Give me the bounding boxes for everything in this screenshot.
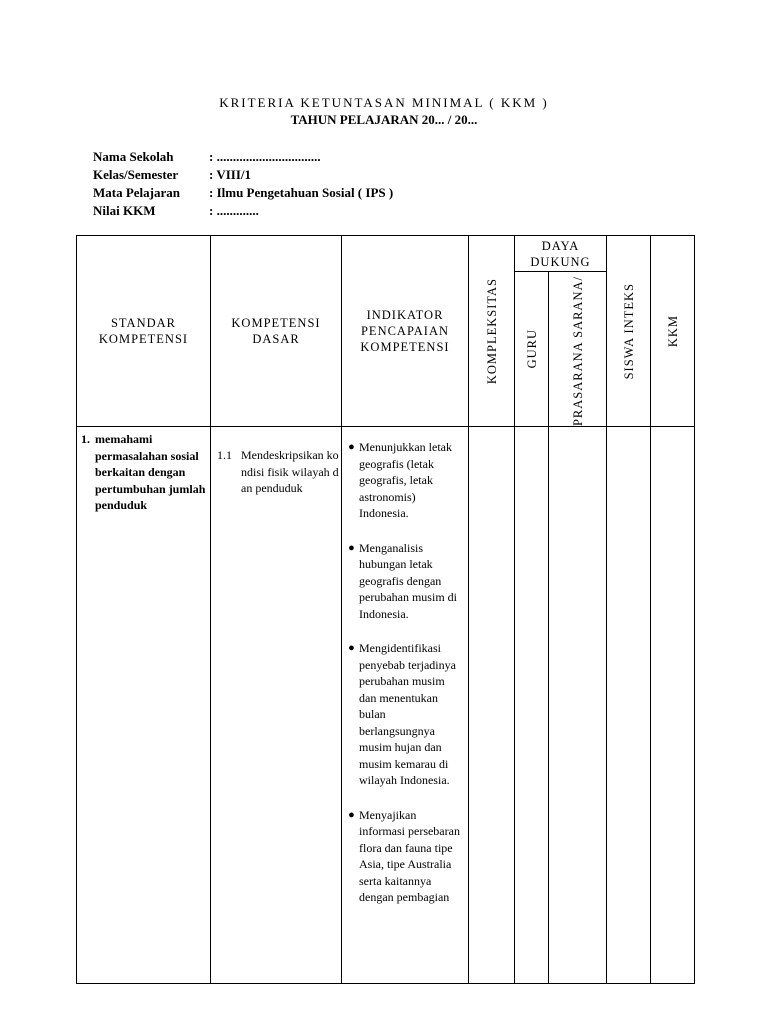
document-title: KRITERIA KETUNTASAN MINIMAL ( KKM )	[219, 95, 549, 110]
header-prasarana: PRASARANA SARANA/	[549, 272, 607, 427]
meta-label: Mata Pelajaran	[93, 185, 181, 200]
meta-value: : VIII/1	[209, 167, 252, 182]
bullet-icon: ●	[348, 808, 355, 821]
kkm-table	[76, 235, 695, 984]
header-indikator: INDIKATOR PENCAPAIAN KOMPETENSI	[342, 236, 469, 427]
indicator-item: ● Menganalisis hubungan letak geografis dengan perubahan musim di Indonesia.	[344, 540, 464, 623]
meta-label: Nilai KKM	[93, 203, 156, 218]
meta-value: : Ilmu Pengetahuan Sosial ( IPS )	[209, 185, 394, 200]
meta-row-subject	[93, 184, 393, 202]
indicator-item: ● Mengidentifikasi penyebab terjadinya perubahan musim dan menentukan bulan berlangsungnya musim hujan dan musim kemarau di wilayah Indonesia.	[344, 640, 464, 789]
meta-value: : ................................	[209, 149, 321, 164]
cell-kkm	[651, 427, 695, 984]
indicator-item: ● Menyajikan informasi persebaran flora dan fauna tipe Asia, tipe Australia serta kaitannya dengan pembagian	[344, 807, 464, 906]
cell-indikator	[342, 427, 469, 984]
header-standar-kompetensi: STANDAR KOMPETENSI	[77, 236, 211, 427]
kd-number: 1.1	[217, 448, 232, 463]
document-subtitle: TAHUN PELAJARAN 20... / 20...	[290, 112, 478, 127]
sk-number: 1.	[81, 432, 90, 447]
bullet-icon: ●	[348, 441, 355, 454]
meta-row-kkm	[93, 202, 393, 220]
meta-row-class	[93, 166, 393, 184]
kd-text: Mendeskripsikan kondisi fisik wilayah dan penduduk	[241, 448, 339, 496]
cell-guru	[515, 427, 549, 984]
sk-text: memahami permasalahan sosial berkaitan dengan pertumbuhan jumlah penduduk	[95, 432, 206, 513]
header-guru: GURU	[515, 272, 549, 427]
header-kkm: KKM	[651, 236, 695, 427]
cell-prasarana	[549, 427, 607, 984]
school-info	[93, 148, 393, 220]
cell-kompleksitas	[469, 427, 515, 984]
meta-row-school	[93, 148, 393, 166]
header-siswa-inteks: SISWA INTEKS	[607, 236, 651, 427]
header-daya-dukung: DAYA DUKUNG	[515, 236, 607, 272]
header-kompleksitas: KOMPLEKSITAS	[469, 236, 515, 427]
meta-value: : .............	[209, 203, 259, 218]
cell-siswa-inteks	[607, 427, 651, 984]
cell-kompetensi-dasar	[211, 427, 342, 984]
bullet-icon: ●	[348, 541, 355, 554]
meta-label: Nama Sekolah	[93, 149, 174, 164]
indicator-item: ● Menunjukkan letak geografis (letak geografis, letak astronomis) Indonesia.	[344, 439, 464, 522]
meta-label: Kelas/Semester	[93, 167, 179, 182]
cell-standar-kompetensi	[77, 427, 211, 984]
header-kompetensi-dasar: KOMPETENSI DASAR	[211, 236, 342, 427]
bullet-icon: ●	[348, 642, 355, 655]
